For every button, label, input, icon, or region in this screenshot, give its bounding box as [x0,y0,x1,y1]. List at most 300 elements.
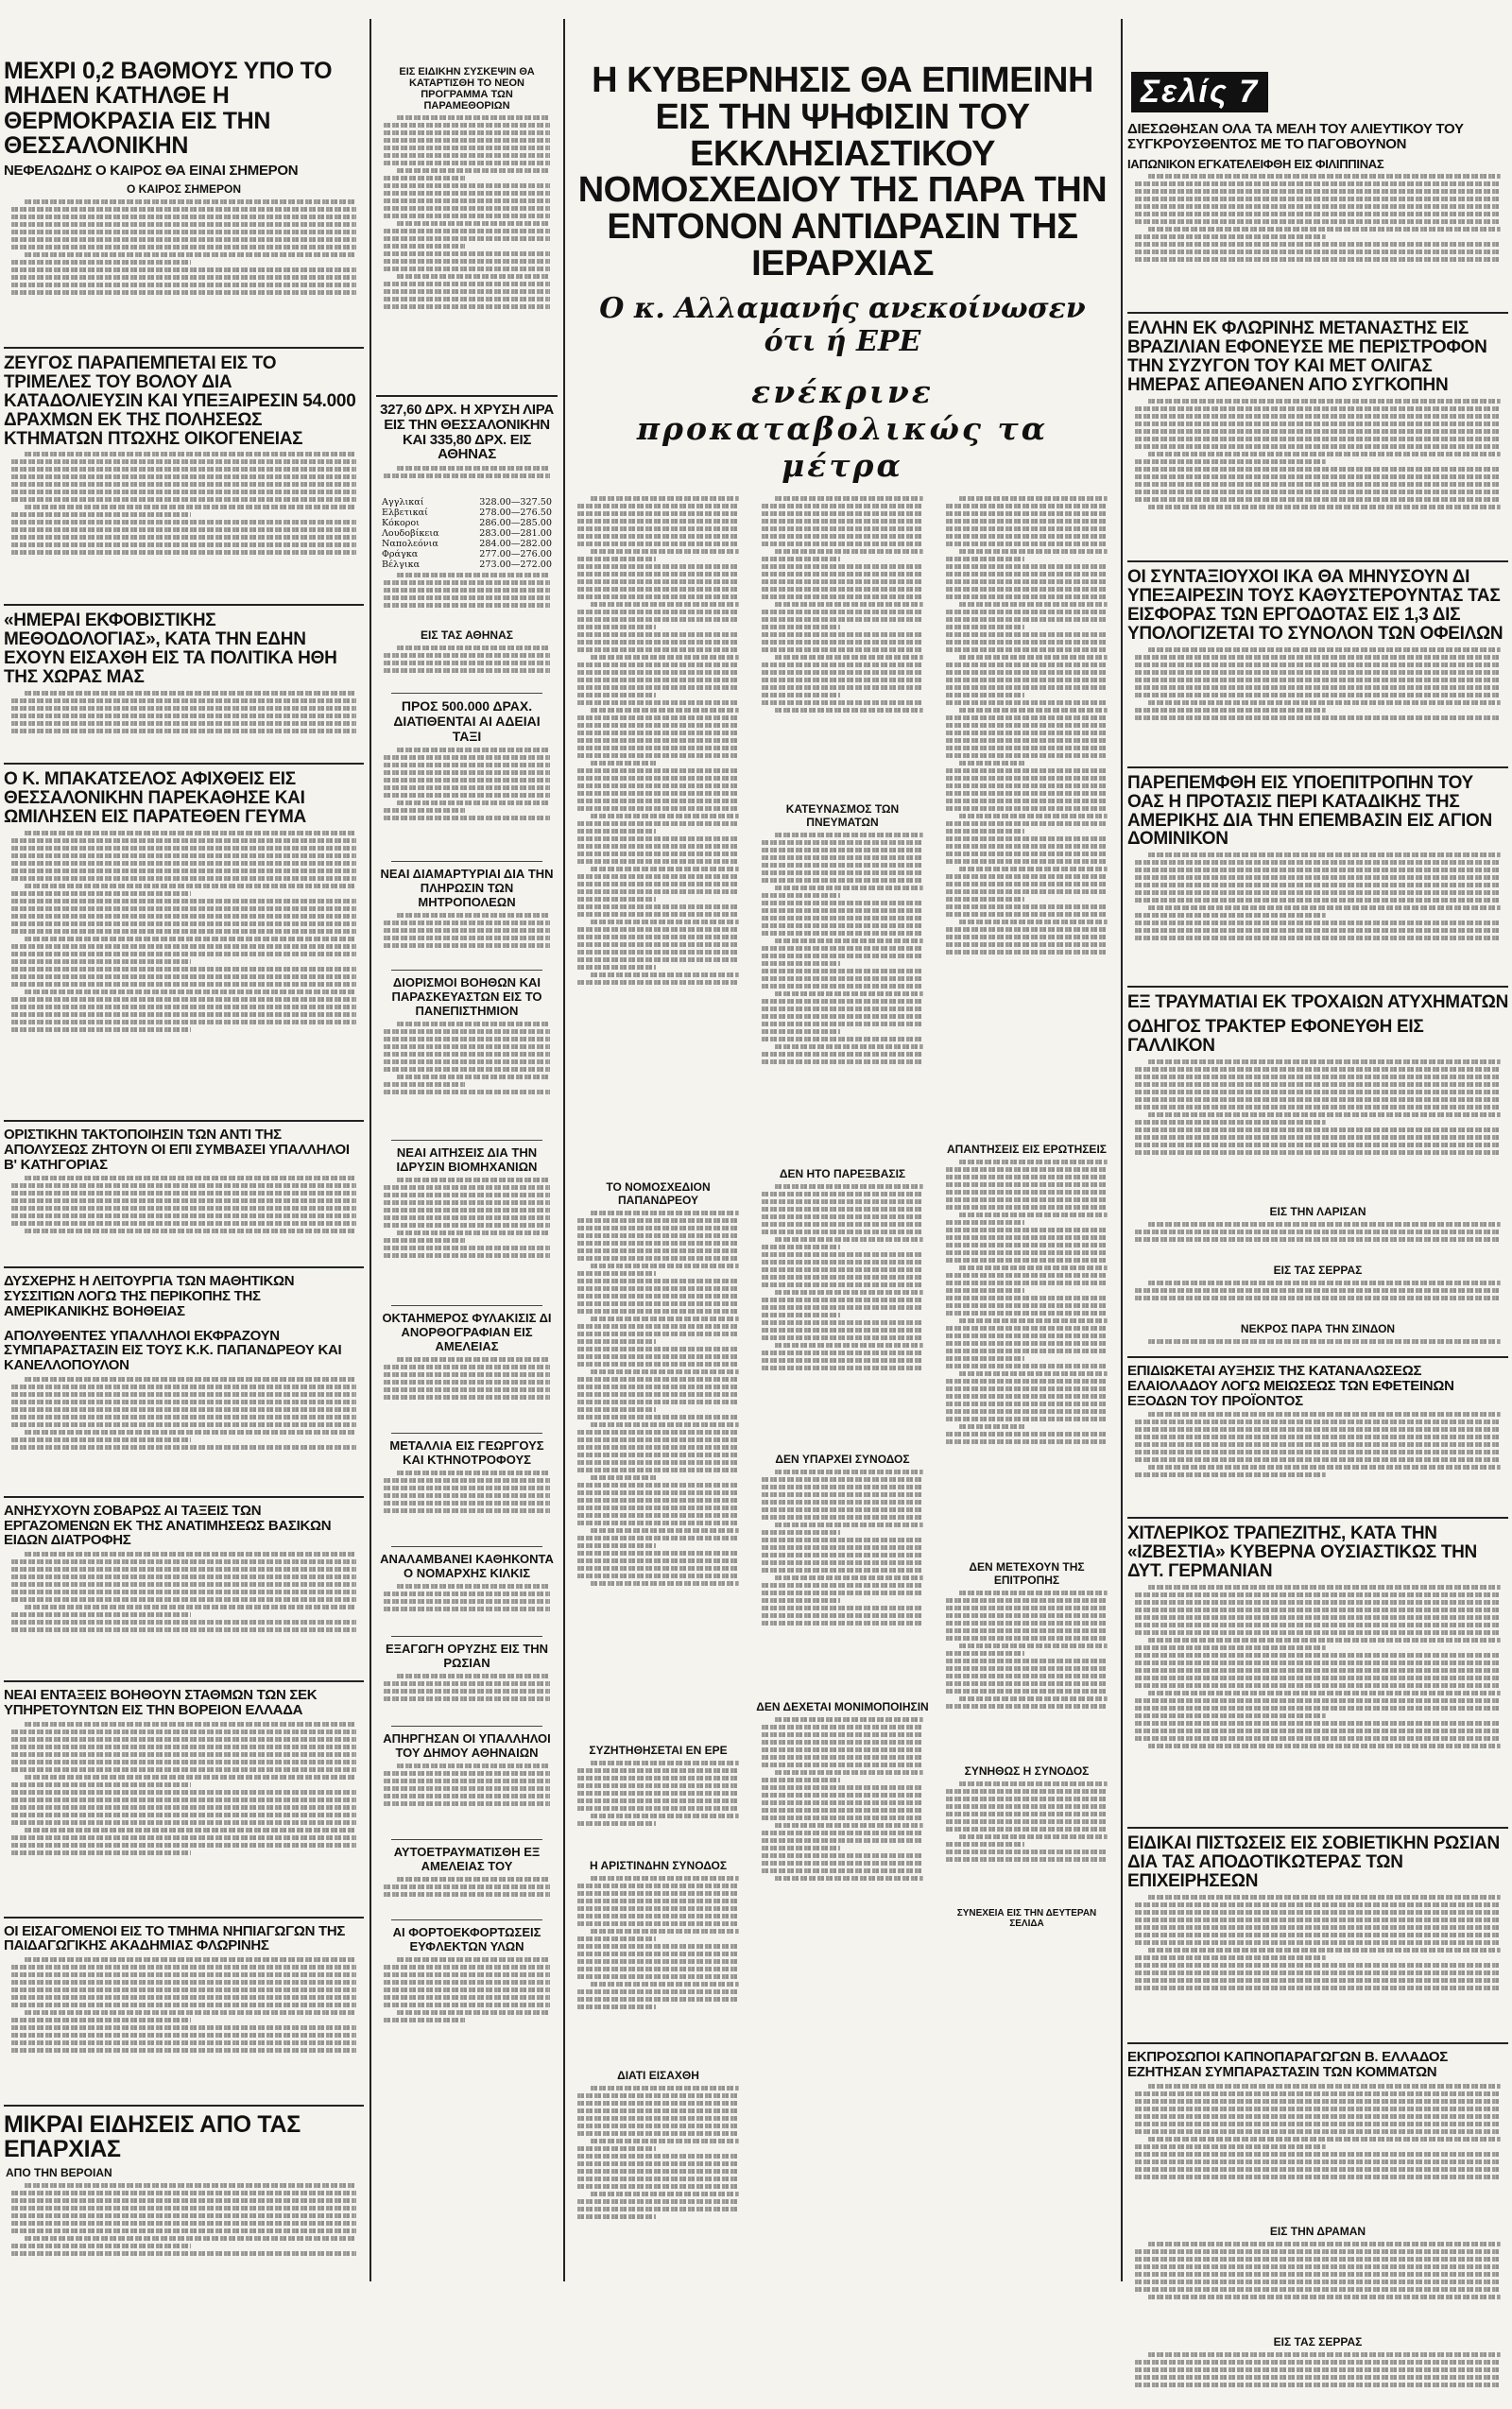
subhead-dead: ΝΕΚΡΟΣ ΠΑΡΑ ΤΗΝ ΣΙΝΔΟΝ [1240,1322,1396,1336]
text-line [762,1815,923,1820]
article-body [372,913,561,965]
text-line [577,1354,739,1359]
text-line [1135,181,1501,186]
text-line [384,1478,550,1483]
subhead: ΔΕΝ ΜΕΤΕΧΟΥΝ ΤΗΣ ΕΠΙΤΡΟΠΗΣ [969,1559,1085,1587]
text-line [775,1470,923,1474]
text-line [577,852,739,856]
text-line [384,1082,465,1087]
text-line [11,1612,191,1617]
text-line [11,275,356,280]
text-line [762,1613,923,1618]
text-line [577,1430,739,1435]
text-line [11,1012,356,1017]
text-line [946,859,1108,864]
text-line [1135,204,1501,209]
text-line [1135,1135,1501,1140]
text-line [762,572,923,576]
headline-rice-export: ΕΞΑΓΩΓΗ ΟΡΥΖΗΣ ΕΙΣ ΤΗΝ ΡΩΣΙΑΝ [385,1642,549,1670]
text-line [384,229,550,233]
text-line [946,1281,1108,1285]
text-line [577,889,739,894]
text-line [1135,1963,1501,1968]
text-line [384,1486,550,1490]
text-line [1135,1150,1501,1155]
text-line [959,1696,1108,1701]
headline-soviet-credits: ΕΙΔΙΚΑΙ ΠΙΣΤΩΣΕΙΣ ΕΙΣ ΣΟΒΙΕΤΙΚΗΝ ΡΩΣΙΑΝ ΔΙΑ ΤΑΣ ΑΠΟΔΟΤΙΚΩΤΕΡΑΣ ΤΩΝ ΕΠΙΧΕΙΡΗΣΕΩΝ [1127,1833,1500,1892]
text-line [946,1819,1108,1824]
text-line [591,602,739,607]
text-line [11,2033,356,2038]
text-line [11,237,356,242]
text-line [1148,1412,1501,1417]
text-line [384,1185,550,1190]
text-line [1135,1970,1501,1975]
text-line [946,723,1108,728]
text-line [762,1007,923,1011]
text-line [11,1835,356,1840]
column-divider [369,19,371,2281]
subhead: ΤΟ ΝΟΜΟΣΧΕΔΙΟΝ ΠΑΠΑΝΔΡΕΟΥ [606,1179,711,1207]
text-line [946,1197,1108,1202]
text-line [384,595,550,600]
text-line [762,1260,923,1265]
divider [391,1305,542,1306]
text-line [11,1590,356,1594]
text-line [25,831,356,835]
price-table-value: 283.00—281.00 [479,528,552,539]
text-line [384,1372,550,1377]
headline-florina-academy: ΟΙ ΕΙΣΑΓΟΜΕΝΟΙ ΕΙΣ ΤΟ ΤΜΗΜΑ ΝΗΠΙΑΓΩΓΩΝ ΤΗΣ ΠΑΙΔΑΓΩΓΙΚΗΣ ΑΚΑΔΗΜΙΑΣ ΦΛΩΡΙΝΗΣ [4,1922,346,1954]
text-line [591,1761,739,1765]
text-line [946,587,1108,592]
text-line [11,997,356,1002]
text-line [577,715,739,720]
text-line [577,1286,739,1291]
text-line [775,549,923,554]
text-line [11,1559,356,1564]
text-line [775,833,923,837]
text-line [11,2018,191,2022]
text-line [946,1651,1024,1656]
text-line [11,698,356,703]
text-line [946,1243,1108,1248]
text-line [577,965,656,970]
price-table-value: 286.00—285.00 [479,518,552,528]
text-line [384,785,550,790]
text-line [577,617,739,622]
text-line [577,534,739,539]
text-line [762,1740,923,1745]
text-line [577,1392,739,1397]
text-line [1135,422,1501,426]
text-line [762,931,923,936]
text-line [1135,1713,1326,1718]
text-line [384,921,550,925]
text-line [946,829,1024,834]
text-line [946,662,1108,667]
column-divider [1121,19,1123,2281]
text-line [397,1877,550,1882]
text-line [946,1666,1108,1671]
text-line [577,1437,739,1442]
divider [1127,1356,1508,1358]
text-line [577,1952,739,1956]
price-table-value: 284.00—282.00 [479,539,552,549]
text-line [11,1597,356,1602]
text-line [959,814,1108,818]
text-line [577,700,739,705]
text-line [591,1982,739,1987]
text-line [384,1794,550,1798]
text-line [1148,505,1501,509]
headline-tobacco: ΕΚΠΡΟΣΩΠΟΙ ΚΑΠΝΟΠΑΡΑΓΩΓΩΝ Β. ΕΛΛΑΔΟΣ ΕΖΗΤΗΣΑΝ ΣΥΜΠΑΡΑΣΤΑΣΙΝ ΤΩΝ ΚΟΜΜΑΤΩΝ [1127,2049,1448,2080]
headline-border-program: ΕΙΣ ΕΙΔΙΚΗΝ ΣΥΣΚΕΨΙΝ ΘΑ ΚΑΤΑΡΤΙΣΘΗ ΤΟ ΝΕΟΝ ΠΡΟΓΡΑΜΜΑ ΤΩΝ ΠΑΡΑΜΕΘΟΡΙΩΝ [399,66,535,112]
headline-temperature: ΜΕΧΡΙ 0,2 ΒΑΘΜΟΥΣ ΥΠΟ ΤΟ ΜΗΔΕΝ ΚΑΤΗΛΘΕ Η ΘΕΡΜΟΚΡΑΣΙΑ ΕΙΣ ΤΗΝ ΘΕΣΣΑΛΟΝΙΚΗΝ [4,58,333,159]
text-line [397,2010,550,2015]
headline-dismissed-employees: ΑΠΟΛΥΘΕΝΤΕΣ ΥΠΑΛΛΗΛΟΙ ΕΚΦΡΑΖΟΥΝ ΣΥΜΠΑΡΑΣΤΑΣΙΝ ΕΙΣ ΤΟΥΣ Κ.Κ. ΠΑΠΑΝΔΡΕΟΥ ΚΑΙ ΚΑΝΕΛΛΟΠΟΥΛΟΝ [4,1327,342,1373]
text-line [775,655,923,660]
text-line [762,1252,923,1257]
text-line [577,723,739,728]
text-line [384,297,550,301]
text-line [577,1301,739,1306]
text-line [25,252,356,257]
text-line [384,793,550,798]
divider [1127,766,1508,768]
text-line [946,1598,1108,1603]
text-line [1135,708,1326,713]
text-line [1148,2352,1501,2357]
text-line [11,1752,356,1757]
text-line [384,1884,550,1889]
text-line [1135,1676,1501,1680]
text-line [762,1222,923,1227]
divider [1127,2042,1508,2044]
text-line [25,1176,356,1180]
text-line [946,1439,1108,1444]
text-line [946,1606,1108,1610]
text-line [577,1490,739,1495]
text-line [1135,2257,1501,2262]
article-body [0,1957,368,2099]
text-line [946,912,1108,917]
text-line [384,236,550,241]
text-line [577,1551,739,1556]
text-line [577,1309,739,1314]
text-line [11,1987,356,1992]
text-line [762,700,923,705]
text-line [11,1191,356,1196]
text-line [1135,2129,1501,2134]
text-line [946,806,1108,811]
text-line [762,916,923,921]
text-line [397,221,550,226]
text-line [946,526,1108,531]
divider [1127,986,1508,988]
text-line [384,1215,550,1220]
text-line [959,1265,1108,1270]
text-line [591,761,656,766]
text-line [11,2251,356,2256]
text-line [577,557,656,561]
text-line [397,645,550,650]
text-line [577,1967,739,1971]
article-body [0,1176,368,1261]
text-line [384,2018,465,2022]
text-line [762,840,923,845]
text-line [11,490,356,494]
article-body [1124,174,1512,306]
text-line [762,1022,923,1026]
divider [1127,1827,1508,1829]
text-line [577,579,739,584]
text-line [762,625,840,629]
text-line [577,504,739,508]
article-body [372,1877,561,1915]
text-line [577,1899,739,1903]
text-line [384,1238,465,1243]
text-line [1148,399,1501,404]
text-line [591,814,739,818]
text-line [11,2003,356,2007]
text-line [577,519,739,524]
text-line [946,1704,1108,1709]
divider [4,1120,364,1122]
text-line [946,1432,1108,1437]
text-line [11,1620,356,1625]
text-line [11,899,356,903]
text-line [762,1214,923,1219]
text-line [1135,1457,1501,1462]
price-table-row [382,559,552,570]
text-line [384,259,550,264]
text-line [1148,1339,1501,1344]
text-line [384,653,550,658]
article-body [1124,399,1512,555]
text-line [384,1696,550,1701]
text-line [11,1767,356,1772]
text-line [577,2108,739,2113]
text-line [762,1530,840,1535]
text-line [397,800,550,805]
text-line [384,936,550,940]
text-line [577,791,739,796]
text-line [11,846,356,851]
text-line [775,991,923,996]
text-line [946,776,1108,781]
text-line [762,1778,840,1782]
text-line [946,791,1108,796]
text-line [946,1379,1108,1384]
text-line [1135,2107,1501,2111]
subhead: ΑΠΑΝΤΗΣΕΙΣ ΕΙΣ ΕΡΩΤΗΣΕΙΣ [947,1142,1107,1156]
divider [1127,1517,1508,1519]
text-line [11,260,191,265]
text-line [11,482,356,487]
text-line [577,912,739,917]
text-line [1135,1127,1501,1132]
text-line [1135,1955,1326,1960]
text-line [762,1732,923,1737]
text-line [946,897,1024,902]
text-line [762,1606,923,1610]
text-line [577,662,739,667]
text-line [11,1392,356,1397]
text-line [775,496,923,501]
text-line [577,1332,739,1336]
text-line [384,1193,550,1197]
text-line [946,700,1108,705]
text-line [762,685,923,690]
text-line [397,466,550,471]
text-line [11,1198,356,1203]
text-line [577,685,739,690]
text-line [762,946,923,951]
text-line [577,957,739,962]
text-line [11,1972,356,1977]
text-line [25,2010,356,2015]
text-line [762,693,840,697]
text-line [384,588,550,593]
text-line [959,1643,1108,1648]
text-line [11,1437,191,1442]
text-line [946,935,1108,939]
text-line [1148,1895,1501,1900]
text-line [1135,1600,1501,1605]
text-line [1135,1075,1501,1079]
text-line [946,950,1108,955]
text-line [384,1681,550,1686]
text-line [1135,883,1501,887]
text-line [397,1957,550,1962]
headline-izvestia: ΧΙΤΛΕΡΙΚΟΣ ΤΡΑΠΕΖΙΤΗΣ, ΚΑΤΑ ΤΗΝ «ΙΖΒΕΣΤΙΑ» ΚΥΒΕΡΝΑ ΟΥΣΙΑΣΤΙΚΩΣ ΤΗΝ ΔΥΤ. ΓΕΡΜΑΝΙΑΝ [1127,1523,1477,1582]
text-line [946,1228,1108,1232]
text-line [1135,936,1501,940]
text-line [11,222,356,227]
text-line [946,874,1108,879]
text-line [1135,2375,1501,2380]
text-line [384,778,550,783]
text-line [384,1779,550,1783]
text-line [25,1229,356,1233]
article-body [0,1377,368,1490]
text-line [384,1387,550,1392]
text-line [577,632,739,637]
text-line [11,1385,356,1389]
text-line [577,1377,739,1382]
text-line [384,473,550,478]
text-line [762,1591,923,1595]
article-body [0,452,368,598]
article-body [1124,2084,1512,2221]
text-line [946,1258,1108,1263]
text-line [577,2005,656,2009]
text-line [11,982,356,987]
subhead-weather-today: Ο ΚΑΙΡΟΣ ΣΗΜΕΡΟΝ [126,181,242,196]
text-line [762,1545,923,1550]
article-body [750,1184,935,1449]
text-line [762,1477,923,1482]
divider [1127,560,1508,562]
text-line [577,927,739,932]
text-line [762,1014,923,1019]
text-line [946,1636,1108,1641]
text-line [946,564,1108,569]
text-line [577,564,739,569]
text-line [11,1582,356,1587]
price-table-label: Κόκοροι [382,518,420,528]
text-line [959,1160,1108,1164]
text-line [577,1218,739,1223]
text-line [397,1230,550,1235]
text-line [577,572,739,576]
text-line [946,942,1108,947]
text-line [762,1808,923,1813]
text-line [577,1989,739,1994]
text-line [946,1182,1108,1187]
text-line [1135,1427,1501,1432]
text-line [11,459,356,464]
text-line [384,206,550,211]
text-line [577,1415,739,1420]
text-line [1135,242,1501,247]
text-line [11,2198,356,2203]
text-line [1148,2084,1501,2089]
text-line [577,2124,739,2128]
text-line [762,1298,923,1302]
text-line [946,1850,1108,1854]
text-line [762,1052,923,1057]
text-line [384,1044,550,1049]
text-line [1135,1660,1501,1665]
article-body [566,2086,750,2275]
text-line [946,889,1108,894]
text-line [11,2040,356,2045]
price-table-row [382,549,552,559]
text-line [11,245,356,250]
headline-olive-oil: ΕΠΙΔΙΩΚΕΤΑΙ ΑΥΞΗΣΙΣ ΤΗΣ ΚΑΤΑΝΑΛΩΣΕΩΣ ΕΛΑΙΟΛΑΔΟΥ ΛΟΓΩ ΜΕΙΩΣΕΩΣ ΤΩΝ ΕΦΕΤΕΙΝΩΝ ΕΞΟΔΩΝ ΤΟΥ ΠΡΟΪΟΝΤΟΣ [1127,1363,1454,1409]
text-line [11,1798,356,1802]
text-line [384,1972,550,1977]
text-line [384,808,465,813]
text-line [1148,1691,1501,1695]
text-line [762,1328,923,1333]
divider [4,347,364,349]
text-line [25,505,356,509]
text-line [1148,2242,1501,2246]
text-line [762,647,923,652]
text-line [1135,444,1501,449]
text-line [762,961,840,966]
text-line [1148,2295,1501,2299]
text-line [762,863,923,868]
text-line [384,1052,550,1057]
subhead: ΔΕΝ ΔΕΧΕΤΑΙ ΜΟΝΙΜΟΠΟΙΗΣΙΝ [756,1699,929,1713]
text-line [1135,2280,1501,2284]
text-line [11,952,356,956]
headline-imprisonment: ΟΚΤΑΗΜΕΡΟΣ ΦΥΛΑΚΙΣΙΣ ΔΙ ΑΝΟΡΘΟΓΡΑΦΙΑΝ ΕΙΣ ΑΜΕΛΕΙΑΣ [382,1311,552,1353]
text-line [1135,1082,1501,1087]
text-line [591,1528,739,1533]
text-line [1135,250,1501,254]
text-line [577,731,739,735]
text-line [384,1607,550,1611]
text-line [775,938,923,943]
text-line [11,1820,356,1825]
text-line [577,594,739,599]
text-line [1135,1420,1501,1424]
